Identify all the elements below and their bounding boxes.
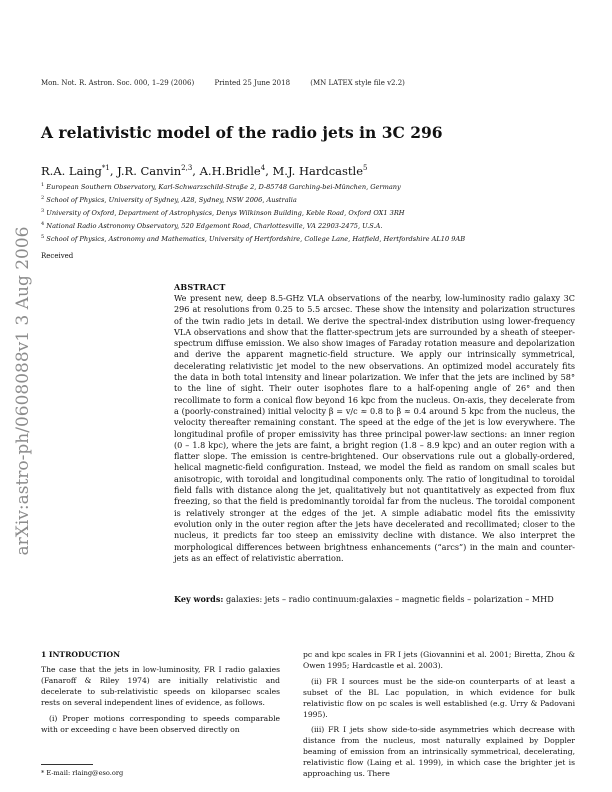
running-header: [41, 79, 423, 87]
body-paragraph: pc and kpc scales in FR I jets (Giovannini et al. 2001; Biretta, Zhou & Owen 1995; Hardcastle et al. 2003).: [303, 650, 575, 670]
author-superscript: 4: [260, 164, 266, 173]
author-name: M.J. Hardcastle: [272, 164, 364, 178]
abstract-body: We present new, deep 8.5-GHz VLA observations of the nearby, low-luminosity radio galaxy 3C 296 at resolutions from 0.25 to 5.5 arcsec. These show the intensity and polarization structures of the twin radio jets in detail. We derive the spectral-index distribution using lower-frequency VLA observations and show that the flatter-spectrum jets are surrounded by a sheath of steeper-spectrum diffuse emission. We also show images of Faraday rotation measure and depolarization and derive the apparent magnetic-field structure. We apply our intrinsically symmetrical, decelerating relativistic jet model to the new observations. An optimized model accurately fits the data in both total intensity and linear polarization. We infer that the jets are inclined by 58° to the line of sight. Their outer isophotes flare to a half-opening angle of 26° and then recollimate to form a conical flow beyond 16 kpc from the nucleus. On-axis, they decelerate from a (poorly-constrained) initial velocity β = v/c ≈ 0.8 to β ≈ 0.4 around 5 kpc from the nucleus, the velocity thereafter remaining constant. The speed at the edge of the jet is low everywhere. The longitudinal profile of proper emissivity has three principal power-law sections: an inner region (0 – 1.8 kpc), where the jets are faint, a bright region (1.8 – 8.9 kpc) and an outer region with a flatter slope. The emission is centre-brightened. Our observations rule out a globally-ordered, helical magnetic-field configuration. Instead, we model the field as random on small scales but anisotropic, with toroidal and longitudinal components only. The ratio of longitudinal to toroidal field falls with distance along the jet, qualitatively but not quantitatively as expected from flux freezing, so that the field is predominantly toroidal far from the nucleus. The toroidal component is relatively stronger at the edges of the jet. A simple adiabatic model fits the emissivity evolution only in the outer region after the jets have decelerated and recollimated; closer to the nucleus, it predicts far too steep an emissivity decline with distance. We also interpret the morphological differences between brightness enhancements (“arcs”) in the main and counter-jets as an effect of relativistic aberration.: [174, 293, 575, 563]
affiliation-line: [41, 219, 465, 232]
affiliation-number: 2: [41, 194, 45, 201]
author-superscript: *1: [101, 164, 110, 173]
body-paragraph: The case that the jets in low-luminosity, FR I radio galaxies (Fanaroff & Riley 1974) are initially relativistic and decelerate to sub-relativistic speeds on kiloparsec scales rests on several independent lines of evidence, as follows.: [41, 665, 280, 707]
affiliation-number: 3: [41, 207, 45, 214]
printed-date: Printed 25 June 2018: [214, 79, 291, 87]
affiliation-text: School of Physics, University of Sydney, A28, Sydney, NSW 2006, Australia: [46, 196, 297, 205]
author-superscript: 2,3: [181, 164, 193, 173]
affiliation-line: [41, 232, 465, 245]
abstract-heading: ABSTRACT: [174, 282, 226, 292]
footnote-email: * E-mail: rlaing@eso.org: [41, 769, 124, 777]
keywords-list: galaxies: jets – radio continuum:galaxies – magnetic fields – polarization – MHD: [225, 594, 554, 604]
affiliation-text: University of Oxford, Department of Astrophysics, Denys Wilkinson Building, Keble Road, Oxford OX1 3RH: [46, 209, 405, 218]
author-separator: ,: [109, 164, 118, 178]
affiliation-number: 1: [41, 182, 45, 188]
affiliations: [41, 180, 465, 245]
journal-citation: Mon. Not. R. Astron. Soc. 000, 1–29 (2006): [41, 79, 195, 87]
left-column: [41, 665, 280, 740]
author-separator: ,: [192, 164, 200, 178]
arxiv-stamp: [3, 213, 43, 568]
footnote-rule: [41, 764, 93, 765]
affiliation-number: 5: [41, 233, 45, 240]
affiliation-line: [41, 206, 465, 219]
arxiv-stamp-text: arXiv:astro-ph/0608088v1 3 Aug 2006: [13, 225, 33, 556]
body-paragraph: (ii) FR I sources must be the side-on counterparts of at least a subset of the BL Lac population, in which evidence for bulk relativistic flow on pc scales is well established (e.g. Urry & Padovani 1995).: [303, 676, 575, 719]
author-name: A.H.Bridle: [199, 164, 261, 178]
author-name: J.R. Canvin: [117, 164, 182, 178]
affiliation-text: School of Physics, Astronomy and Mathematics, University of Hertfordshire, College Lane, Hatfield, Hertfordshire AL10 9AB: [46, 235, 466, 244]
keywords-block: [174, 594, 575, 605]
affiliation-line: [41, 193, 465, 206]
affiliation-number: 4: [41, 220, 45, 227]
affiliation-line: [41, 180, 465, 193]
keywords-label: Key words:: [174, 594, 224, 604]
affiliation-text: National Radio Astronomy Observatory, 520 Edgemont Road, Charlottesville, VA 22903-2475, U.S.A.: [46, 222, 383, 231]
author-name: R.A. Laing: [41, 164, 102, 178]
author-list: [41, 164, 368, 178]
style-file-note: (MN LATEX style file v2.2): [310, 79, 405, 87]
section-heading-introduction: 1 INTRODUCTION: [41, 650, 121, 659]
author-superscript: 5: [363, 164, 368, 173]
right-column: [303, 650, 575, 785]
paper-title: A relativistic model of the radio jets in 3C 296: [41, 123, 443, 142]
received-label: Received: [41, 252, 74, 260]
body-paragraph: (iii) FR I jets show side-to-side asymmetries which decrease with distance from the nucleus, most naturally explained by Doppler beaming of emission from an intrinsically symmetrical, decelerating, relativistic flow (Laing et al. 1999), in which case the brighter jet is approaching us. There: [303, 725, 575, 779]
author-separator: ,: [265, 164, 273, 178]
affiliation-text: European Southern Observatory, Karl-Schwarzschild-Straße 2, D-85748 Garching-bei-München, Germany: [46, 183, 401, 192]
body-paragraph: (i) Proper motions corresponding to speeds comparable with or exceeding c have been observed directly on: [41, 713, 280, 734]
